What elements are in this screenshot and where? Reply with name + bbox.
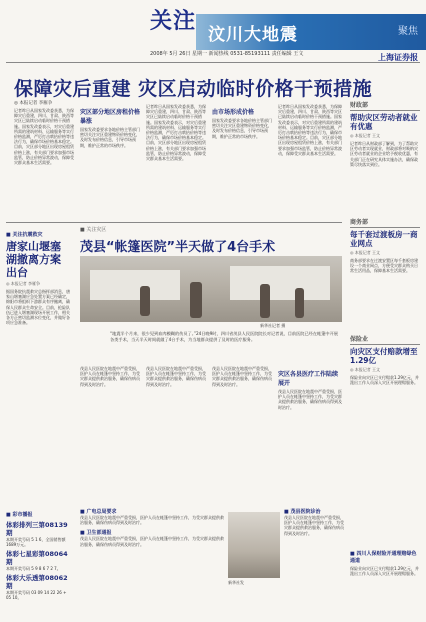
lower-body-3: 茂县人民医院在地震中严重受损，医护人员在帐篷中坚持工作，为受灾群众提供救治服务，确保伤病员得到及时治疗。 <box>284 515 344 536</box>
bottom-sidebar <box>350 548 420 622</box>
left-body: 据国务院抗震救灾总指挥部消息，唐家山堰塞湖应急处置方案已经确定，绵阳市将组织下游群众有序撤离，确保人民群众生命安全。目前，抢险队伍已进入堰塞湖现场开展工作，相关各方正密切监测水位变化，并做好各项应急准备。 <box>6 289 70 326</box>
feature-body-2: 茂县人民医院在地震中严重受损，医护人员在帐篷中坚持工作，为受灾群众提供救治服务，确保伤病员得到及时治疗。 <box>146 366 206 387</box>
lottery-box <box>6 508 70 600</box>
feature-column-1 <box>80 366 142 506</box>
sidebar-section <box>350 100 420 209</box>
newspaper-brand: 上海证券报 <box>378 53 418 62</box>
lottery-title: 体彩大乐透第08062期 <box>6 574 68 590</box>
lottery-text: 本期开奖号码 03 09 14 22 26 + 05 10。 <box>6 590 67 600</box>
feature-quote: “地震半个月来，很少见到血肉模糊的伤员了。”24日晚9时，四川省茂县人民医院院长对记者说，目前医院已经在帐篷中开展各类手术，当天半天时间就做了4台手术，为当地群众提供了及时的医疗服务。 <box>110 331 338 342</box>
lottery-text: 本期开奖号码 5 9 8 6 7 2 7。 <box>6 566 61 571</box>
lottery-title: 体彩七星彩第08064期 <box>6 550 68 566</box>
lower-text <box>80 508 224 618</box>
sidebar-body: 保险业向灾区已支付赔款1.29亿元，并派出工作人员深入灾区开展理赔服务。 <box>350 375 419 386</box>
lower-body-2: 茂县人民医院在地震中严重受损，医护人员在帐篷中坚持工作，为受灾群众提供救治服务，确保伤病员得到及时治疗。 <box>80 536 224 547</box>
sidebar-title: 向灾区支付赔款增至1.29亿 <box>350 347 418 365</box>
bottom-sidebar-title: ■ 四川人保财险开通理赔绿色通道 <box>350 551 417 564</box>
feature-body-4: 茂县人民医院在地震中严重受损，医护人员在帐篷中坚持工作，为受灾群众提供救治服务，确保伤病员得到及时治疗。 <box>278 389 342 410</box>
lead-headline: 保障灾后重建 灾区启动临时价格干预措施 <box>14 78 373 100</box>
lead-byline: ◎ 本报记者 李雁争 <box>14 101 53 106</box>
secondary-photo-caption: 新华社发 <box>228 580 244 585</box>
sidebar-byline: ◎ 本报记者 王文 <box>350 367 381 372</box>
section-heading: ■ 卫生部通报 <box>80 530 112 537</box>
secondary-photo <box>228 512 280 578</box>
divider <box>6 222 342 223</box>
lottery-text: 本期开奖号码 5 1 6，全国销售额 1689万元。 <box>6 537 66 547</box>
sidebar-kicker: 财政部 <box>350 100 420 111</box>
feature-body: 茂县人民医院在地震中严重受损，医护人员在帐篷中坚持工作，为受灾群众提供救治服务，确保伤病员得到及时治疗。 <box>80 366 140 387</box>
lead-column-3 <box>146 104 208 220</box>
sidebar <box>350 100 420 540</box>
sidebar-body: 记者昨日从财政部了解到，为了帮助灾区劳动者实现就业，财政部将对吸纳灾区劳动者就业的企业给予税收优惠，有关部门正在研究具体实施办法，确保政策尽快落实到位。 <box>350 141 418 167</box>
lead-column-2 <box>80 104 142 220</box>
sidebar-kicker: 商务部 <box>350 217 420 228</box>
left-byline: ◎ 本报记者 李雁争 <box>6 281 41 286</box>
masthead <box>0 0 426 60</box>
lower-text-right <box>284 508 344 618</box>
photo-caption: 新华社记者 摄 <box>260 323 286 328</box>
feature-column-2 <box>146 366 208 506</box>
feature-column-4 <box>278 366 342 506</box>
section-heading: ■ 广电总局要求 <box>80 509 117 515</box>
sidebar-title: 帮助灾区劳动者就业有优惠 <box>350 113 418 131</box>
lottery-kicker: ■ 彩市播报 <box>6 512 33 518</box>
sidebar-byline: ◎ 本报记者 王文 <box>350 250 381 255</box>
feature-body-3: 茂县人民医院在地震中严重受损，医护人员在帐篷中坚持工作，为受灾群众提供救治服务，确保伤病员得到及时治疗。 <box>212 366 272 387</box>
feature-headline: 茂县“帐篷医院”半天做了4台手术 <box>80 240 276 255</box>
lead-body-3: 记者昨日从国家发改委获悉，为保障灾后重建，四川、甘肃、陕西等灾区已陆续启动临时价格干预措施。国家发改委表示，对灾后重建所需的建筑材料、运输服务等实行价格监测，严厉打击哄抬价格等违法行为，确保市场价格基本稳定。目前，灾区部分地区出现房屋租赁价格上涨，有关部门要求加强市场监管，防止价格异常波动，保障受灾群众基本生活需要。 <box>146 104 206 162</box>
lower-body: 茂县人民医院在地震中严重受损，医护人员在帐篷中坚持工作，为受灾群众提供救治服务，确保伤病员得到及时治疗。 <box>80 515 224 526</box>
lead-subheading: 灾区部分地区房租价格暴涨 <box>80 109 141 125</box>
sidebar-kicker: 保险业 <box>350 334 420 345</box>
feature-kicker: ■ 关注灾区 <box>80 227 107 233</box>
lottery-title: 体彩排列三第08139期 <box>6 521 68 537</box>
lead-column-1 <box>14 108 76 220</box>
feature-photo <box>80 256 342 322</box>
sidebar-section <box>350 217 420 326</box>
lead-column-4 <box>212 104 274 220</box>
left-kicker: ■ 关注抗震救灾 <box>6 232 43 238</box>
left-title: 唐家山堰塞湖撤离方案出台 <box>6 240 61 279</box>
sidebar-title: 每千套过渡板房一商业网点 <box>350 230 418 248</box>
section-heading: ■ 茂县医院诊治 <box>284 509 321 515</box>
sidebar-body: 商务部要求在过渡安置区每千套板房建设一个商业网点，方便受灾群众购买日常生活用品，保障基本生活需要。 <box>350 258 418 274</box>
lead-body-4: 国家发改委要求各地价格主管部门密切关注灾区重建物资价格变化，及时发布价格信息，引导市场预期，维护正常的市场秩序。 <box>212 118 272 139</box>
sidebar-section <box>350 334 420 435</box>
bottom-sidebar-body: 保险业向灾区已支付赔款1.29亿元，并派出工作人员深入灾区开展理赔服务。 <box>350 566 419 577</box>
banner-title: 汶川大地震 <box>208 25 298 45</box>
sidebar-byline: ◎ 本报记者 王文 <box>350 133 381 138</box>
feature-column-3 <box>212 366 274 506</box>
lead-body-2: 国家发改委要求各地价格主管部门密切关注灾区重建物资价格变化，及时发布价格信息，引导市场预期，维护正常的市场秩序。 <box>80 127 140 148</box>
lead-column-5 <box>278 104 342 220</box>
banner <box>196 14 426 50</box>
section-logo: 关注 <box>150 8 197 34</box>
lead-subheading-2: 由市场形成价格 <box>212 109 255 116</box>
left-column <box>6 228 70 509</box>
feature-subheading: 灾区各县医疗工作陆续展开 <box>278 371 339 387</box>
date-line: 2008年 5月 26日 星期一 新闻热线 0531-85193111 责任编辑 王文 <box>150 51 304 57</box>
divider <box>6 62 420 63</box>
lead-body-5: 记者昨日从国家发改委获悉，为保障灾后重建，四川、甘肃、陕西等灾区已陆续启动临时价格干预措施。国家发改委表示，对灾后重建所需的建筑材料、运输服务等实行价格监测，严厉打击哄抬价格等违法行为，确保市场价格基本稳定。目前，灾区部分地区出现房屋租赁价格上涨，有关部门要求加强市场监管，防止价格异常波动，保障受灾群众基本生活需要。 <box>278 104 342 156</box>
lead-body: 记者昨日从国家发改委获悉，为保障灾后重建，四川、甘肃、陕西等灾区已陆续启动临时价格干预措施。国家发改委表示，对灾后重建所需的建筑材料、运输服务等实行价格监测，严厉打击哄抬价格等违法行为，确保市场价格基本稳定。目前，灾区部分地区出现房屋租赁价格上涨，有关部门要求加强市场监管，防止价格异常波动，保障受灾群众基本生活需要。 <box>14 108 74 166</box>
banner-tag: 聚焦 <box>398 26 418 37</box>
